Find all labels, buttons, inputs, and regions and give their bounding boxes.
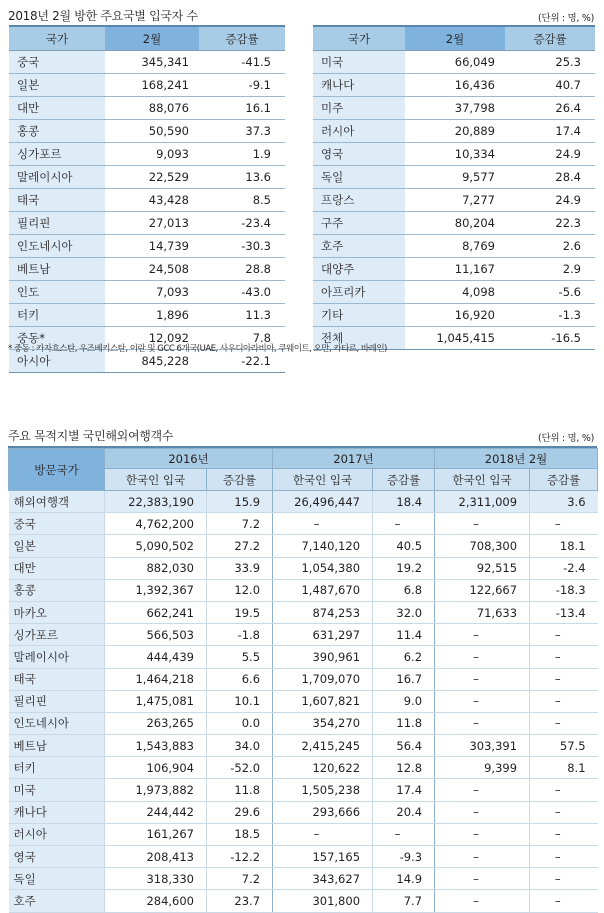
- arrivals-cell: 7,277: [405, 189, 505, 212]
- country-cell: 러시아: [9, 823, 105, 845]
- table-row: [9, 235, 285, 258]
- table-row: [9, 189, 285, 212]
- rate-cell: 24.9: [505, 189, 595, 212]
- rate-2016-cell: -52.0: [207, 757, 273, 779]
- visitors-2018-cell: –: [435, 690, 530, 712]
- section1-title: 2018년 2월 방한 주요국별 입국자 수: [8, 9, 198, 23]
- rate-cell: -23.4: [199, 212, 285, 235]
- country-cell: 중국: [9, 513, 105, 535]
- arrivals-cell: 12,092: [105, 327, 199, 350]
- visitors-2017-cell: 1,607,821: [273, 690, 373, 712]
- table-row: [9, 557, 598, 579]
- country-cell: 홍콩: [9, 120, 105, 143]
- country-cell: 필리핀: [9, 690, 105, 712]
- arrivals-cell: 16,920: [405, 304, 505, 327]
- rate-2018-cell: –: [530, 646, 598, 668]
- rate-2017-cell: 18.4: [373, 491, 435, 513]
- arrivals-cell: 11,167: [405, 258, 505, 281]
- rate-2018-cell: –: [530, 779, 598, 801]
- table-row: [9, 535, 598, 557]
- visitors-2017-cell: 354,270: [273, 712, 373, 734]
- country-cell: 일본: [9, 74, 105, 97]
- arrivals-cell: 24,508: [105, 258, 199, 281]
- rate-2018-cell: 18.1: [530, 535, 598, 557]
- table-row: [313, 235, 595, 258]
- visitors-2017-cell: 1,487,670: [273, 579, 373, 601]
- arrivals-cell: 9,093: [105, 143, 199, 166]
- rate-cell: -16.5: [505, 327, 595, 350]
- country-cell: 중동*: [9, 327, 105, 350]
- header-year-2018-feb: 2018년 2월: [435, 449, 598, 469]
- table-row: [9, 258, 285, 281]
- visitors-2017-cell: 874,253: [273, 601, 373, 623]
- arrivals-cell: 4,098: [405, 281, 505, 304]
- header-month: 2월: [405, 27, 505, 51]
- visitors-2017-cell: 1,505,238: [273, 779, 373, 801]
- country-cell: 영국: [9, 846, 105, 868]
- country-cell: 기타: [313, 304, 405, 327]
- arrivals-cell: 50,590: [105, 120, 199, 143]
- rate-2018-cell: –: [530, 690, 598, 712]
- visitors-2016-cell: 161,267: [105, 823, 207, 845]
- rate-2017-cell: 19.2: [373, 557, 435, 579]
- rate-2018-cell: -13.4: [530, 601, 598, 623]
- rate-2016-cell: -1.8: [207, 624, 273, 646]
- rate-cell: 8.5: [199, 189, 285, 212]
- visitors-2016-cell: 1,464,218: [105, 668, 207, 690]
- country-cell: 미주: [313, 97, 405, 120]
- table-row: [9, 212, 285, 235]
- visitors-2017-cell: 390,961: [273, 646, 373, 668]
- header-visit-country: 방문국가: [9, 449, 105, 491]
- arrivals-cell: 43,428: [105, 189, 199, 212]
- visitors-2018-cell: 303,391: [435, 735, 530, 757]
- arrivals-right-header-row: [313, 27, 595, 51]
- country-cell: 말레이시아: [9, 646, 105, 668]
- rate-2018-cell: –: [530, 513, 598, 535]
- visitors-2017-cell: –: [273, 823, 373, 845]
- visitors-2018-cell: 71,633: [435, 601, 530, 623]
- rate-2016-cell: 12.0: [207, 579, 273, 601]
- rate-2016-cell: 0.0: [207, 712, 273, 734]
- visitors-2018-cell: –: [435, 868, 530, 890]
- header-rate: 증감률: [530, 469, 598, 491]
- visitors-2017-cell: 26,496,447: [273, 491, 373, 513]
- country-cell: 아프리카: [313, 281, 405, 304]
- rate-cell: -9.1: [199, 74, 285, 97]
- rate-cell: 25.3: [505, 51, 595, 74]
- country-cell: 싱가포르: [9, 143, 105, 166]
- visitors-2016-cell: 244,442: [105, 801, 207, 823]
- header-visitors: 한국인 입국: [435, 469, 530, 491]
- visitors-2018-cell: –: [435, 801, 530, 823]
- country-cell: 호주: [313, 235, 405, 258]
- table-row: [313, 166, 595, 189]
- rate-2016-cell: 34.0: [207, 735, 273, 757]
- rate-cell: 13.6: [199, 166, 285, 189]
- visitors-2017-cell: 1,054,380: [273, 557, 373, 579]
- rate-2016-cell: 11.8: [207, 779, 273, 801]
- section1-footnote: * 중동 : 카자흐스탄, 우즈베키스탄, 이란 및 GCC 6개국(UAE, 사우디아라비아, 쿠웨이트, 오만, 카타르, 바레인): [8, 344, 387, 354]
- arrivals-cell: 345,341: [105, 51, 199, 74]
- country-cell: 캐나다: [9, 801, 105, 823]
- arrivals-table-right: [313, 27, 595, 350]
- visitors-2018-cell: 122,667: [435, 579, 530, 601]
- rate-2018-cell: –: [530, 624, 598, 646]
- rate-cell: 26.4: [505, 97, 595, 120]
- table-row: [9, 166, 285, 189]
- table-row: [9, 143, 285, 166]
- section1-unit: (단위 : 명, %): [538, 13, 594, 24]
- country-cell: 독일: [313, 166, 405, 189]
- table-row: [9, 97, 285, 120]
- arrivals-cell: 80,204: [405, 212, 505, 235]
- table-row: [313, 304, 595, 327]
- table-row: [9, 668, 598, 690]
- table-row: [313, 97, 595, 120]
- arrivals-left-header-row: [9, 27, 285, 51]
- visitors-2018-cell: –: [435, 513, 530, 535]
- arrivals-cell: 8,769: [405, 235, 505, 258]
- arrivals-cell: 168,241: [105, 74, 199, 97]
- visitors-2018-cell: –: [435, 890, 530, 912]
- country-cell: 호주: [9, 890, 105, 912]
- visitors-2017-cell: 343,627: [273, 868, 373, 890]
- arrivals-cell: 20,889: [405, 120, 505, 143]
- country-cell: 태국: [9, 668, 105, 690]
- table-row: [9, 801, 598, 823]
- table-row: [9, 890, 598, 912]
- rate-2017-cell: 11.8: [373, 712, 435, 734]
- visitors-2018-cell: –: [435, 846, 530, 868]
- visitors-2017-cell: 301,800: [273, 890, 373, 912]
- visitors-2016-cell: 566,503: [105, 624, 207, 646]
- rate-2018-cell: –: [530, 712, 598, 734]
- visitors-2017-cell: 1,709,070: [273, 668, 373, 690]
- table-row: [313, 281, 595, 304]
- table-row: [9, 579, 598, 601]
- rate-cell: -30.3: [199, 235, 285, 258]
- visitors-2017-cell: 7,140,120: [273, 535, 373, 557]
- rate-2017-cell: 14.9: [373, 868, 435, 890]
- rate-cell: 17.4: [505, 120, 595, 143]
- table-row: [313, 143, 595, 166]
- rate-2017-cell: -9.3: [373, 846, 435, 868]
- country-cell: 러시아: [313, 120, 405, 143]
- table-row: [9, 51, 285, 74]
- country-cell: 전체: [313, 327, 405, 350]
- rate-cell: -43.0: [199, 281, 285, 304]
- header-year-2016: 2016년: [105, 449, 273, 469]
- table-row: [9, 513, 598, 535]
- visitors-2016-cell: 1,973,882: [105, 779, 207, 801]
- arrivals-cell: 9,577: [405, 166, 505, 189]
- table-row: [9, 757, 598, 779]
- rate-2016-cell: 19.5: [207, 601, 273, 623]
- country-cell: 미국: [9, 779, 105, 801]
- rate-cell: 22.3: [505, 212, 595, 235]
- header-rate: 증감률: [373, 469, 435, 491]
- table-row: [9, 846, 598, 868]
- arrivals-cell: 27,013: [105, 212, 199, 235]
- country-cell: 해외여행객: [9, 491, 105, 513]
- rate-2017-cell: 6.8: [373, 579, 435, 601]
- visitors-2018-cell: 9,399: [435, 757, 530, 779]
- rate-cell: 24.9: [505, 143, 595, 166]
- rate-cell: 2.6: [505, 235, 595, 258]
- visitors-2016-cell: 284,600: [105, 890, 207, 912]
- arrivals-cell: 16,436: [405, 74, 505, 97]
- table-row: [313, 120, 595, 143]
- visitors-2016-cell: 5,090,502: [105, 535, 207, 557]
- section2-unit: (단위 : 명, %): [538, 433, 594, 444]
- rate-2017-cell: 11.4: [373, 624, 435, 646]
- visitors-2017-cell: –: [273, 513, 373, 535]
- visitors-2017-cell: 120,622: [273, 757, 373, 779]
- rate-2018-cell: –: [530, 846, 598, 868]
- country-cell: 베트남: [9, 258, 105, 281]
- country-cell: 프랑스: [313, 189, 405, 212]
- rate-cell: 28.4: [505, 166, 595, 189]
- table-row: [9, 690, 598, 712]
- visitors-2018-cell: –: [435, 646, 530, 668]
- outbound-year-row: [9, 449, 598, 469]
- visitors-2017-cell: 631,297: [273, 624, 373, 646]
- rate-cell: 11.3: [199, 304, 285, 327]
- visitors-2018-cell: 2,311,009: [435, 491, 530, 513]
- rate-2018-cell: –: [530, 890, 598, 912]
- rate-cell: -22.1: [199, 350, 285, 373]
- visitors-2018-cell: –: [435, 624, 530, 646]
- visitors-2017-cell: 293,666: [273, 801, 373, 823]
- rate-2018-cell: 57.5: [530, 735, 598, 757]
- country-cell: 베트남: [9, 735, 105, 757]
- country-cell: 싱가포르: [9, 624, 105, 646]
- rate-2018-cell: –: [530, 868, 598, 890]
- rate-2016-cell: 15.9: [207, 491, 273, 513]
- rate-2017-cell: 56.4: [373, 735, 435, 757]
- country-cell: 대만: [9, 557, 105, 579]
- rate-cell: -41.5: [199, 51, 285, 74]
- rate-2017-cell: 40.5: [373, 535, 435, 557]
- visitors-2016-cell: 662,241: [105, 601, 207, 623]
- visitors-2018-cell: –: [435, 823, 530, 845]
- header-rate: 증감률: [505, 27, 595, 51]
- header-visitors: 한국인 입국: [273, 469, 373, 491]
- rate-2018-cell: –: [530, 823, 598, 845]
- outbound-table: [8, 448, 598, 913]
- arrivals-cell: 1,045,415: [405, 327, 505, 350]
- rate-2016-cell: -12.2: [207, 846, 273, 868]
- rate-2017-cell: –: [373, 823, 435, 845]
- country-cell: 마카오: [9, 601, 105, 623]
- country-cell: 인도네시아: [9, 235, 105, 258]
- rate-2018-cell: 8.1: [530, 757, 598, 779]
- arrivals-cell: 10,334: [405, 143, 505, 166]
- table-row: [9, 712, 598, 734]
- visitors-2016-cell: 318,330: [105, 868, 207, 890]
- rate-2016-cell: 7.2: [207, 513, 273, 535]
- country-cell: 태국: [9, 189, 105, 212]
- country-cell: 아시아: [9, 350, 105, 373]
- rate-cell: 1.9: [199, 143, 285, 166]
- visitors-2018-cell: –: [435, 712, 530, 734]
- arrivals-cell: 88,076: [105, 97, 199, 120]
- table-row: [313, 258, 595, 281]
- header-rate: 증감률: [199, 27, 285, 51]
- header-month: 2월: [105, 27, 199, 51]
- rate-cell: 28.8: [199, 258, 285, 281]
- visitors-2016-cell: 22,383,190: [105, 491, 207, 513]
- rate-2017-cell: 17.4: [373, 779, 435, 801]
- visitors-2016-cell: 106,904: [105, 757, 207, 779]
- arrivals-cell: 845,228: [105, 350, 199, 373]
- table-row: [9, 491, 598, 513]
- table-row: [9, 601, 598, 623]
- rate-2018-cell: –: [530, 801, 598, 823]
- rate-2017-cell: 7.7: [373, 890, 435, 912]
- arrivals-cell: 7,093: [105, 281, 199, 304]
- table-row: [9, 304, 285, 327]
- arrivals-table-left: [9, 27, 285, 373]
- rate-2017-cell: 12.8: [373, 757, 435, 779]
- country-cell: 인도: [9, 281, 105, 304]
- table-row: [9, 646, 598, 668]
- table-row: [9, 120, 285, 143]
- table-row: [9, 735, 598, 757]
- table-row: [9, 779, 598, 801]
- arrivals-cell: 14,739: [105, 235, 199, 258]
- table-row: [9, 868, 598, 890]
- visitors-2017-cell: 2,415,245: [273, 735, 373, 757]
- country-cell: 미국: [313, 51, 405, 74]
- country-cell: 중국: [9, 51, 105, 74]
- table-row: [313, 74, 595, 97]
- rate-2016-cell: 6.6: [207, 668, 273, 690]
- country-cell: 홍콩: [9, 579, 105, 601]
- table-row: [9, 823, 598, 845]
- arrivals-cell: 1,896: [105, 304, 199, 327]
- country-cell: 일본: [9, 535, 105, 557]
- rate-cell: 37.3: [199, 120, 285, 143]
- rate-cell: -5.6: [505, 281, 595, 304]
- visitors-2018-cell: 708,300: [435, 535, 530, 557]
- table-row: [9, 74, 285, 97]
- rate-2017-cell: 20.4: [373, 801, 435, 823]
- country-cell: 구주: [313, 212, 405, 235]
- rate-cell: 40.7: [505, 74, 595, 97]
- rate-2017-cell: 16.7: [373, 668, 435, 690]
- rate-2016-cell: 7.2: [207, 868, 273, 890]
- rate-2018-cell: 3.6: [530, 491, 598, 513]
- visitors-2016-cell: 1,543,883: [105, 735, 207, 757]
- arrivals-cell: 22,529: [105, 166, 199, 189]
- country-cell: 캐나다: [313, 74, 405, 97]
- visitors-2016-cell: 444,439: [105, 646, 207, 668]
- rate-cell: 2.9: [505, 258, 595, 281]
- rate-2016-cell: 33.9: [207, 557, 273, 579]
- rate-2016-cell: 10.1: [207, 690, 273, 712]
- rate-2017-cell: 32.0: [373, 601, 435, 623]
- visitors-2016-cell: 882,030: [105, 557, 207, 579]
- visitors-2018-cell: –: [435, 779, 530, 801]
- rate-cell: -1.3: [505, 304, 595, 327]
- visitors-2016-cell: 4,762,200: [105, 513, 207, 535]
- rate-2017-cell: –: [373, 513, 435, 535]
- country-cell: 영국: [313, 143, 405, 166]
- country-cell: 필리핀: [9, 212, 105, 235]
- header-country: 국가: [9, 27, 105, 51]
- visitors-2018-cell: 92,515: [435, 557, 530, 579]
- rate-2018-cell: –: [530, 668, 598, 690]
- country-cell: 터키: [9, 757, 105, 779]
- rate-2018-cell: -2.4: [530, 557, 598, 579]
- table-row: [9, 624, 598, 646]
- country-cell: 터키: [9, 304, 105, 327]
- visitors-2016-cell: 208,413: [105, 846, 207, 868]
- table-row: [9, 281, 285, 304]
- header-visitors: 한국인 입국: [105, 469, 207, 491]
- country-cell: 대만: [9, 97, 105, 120]
- country-cell: 대양주: [313, 258, 405, 281]
- rate-2016-cell: 23.7: [207, 890, 273, 912]
- rate-cell: 16.1: [199, 97, 285, 120]
- rate-2016-cell: 27.2: [207, 535, 273, 557]
- rate-2017-cell: 9.0: [373, 690, 435, 712]
- table-row: [313, 212, 595, 235]
- visitors-2017-cell: 157,165: [273, 846, 373, 868]
- header-year-2017: 2017년: [273, 449, 435, 469]
- country-cell: 말레이시아: [9, 166, 105, 189]
- country-cell: 독일: [9, 868, 105, 890]
- rate-cell: 7.8: [199, 327, 285, 350]
- visitors-2016-cell: 1,392,367: [105, 579, 207, 601]
- rate-2016-cell: 5.5: [207, 646, 273, 668]
- table-row: [313, 189, 595, 212]
- visitors-2016-cell: 1,475,081: [105, 690, 207, 712]
- arrivals-cell: 37,798: [405, 97, 505, 120]
- rate-2016-cell: 18.5: [207, 823, 273, 845]
- header-country: 국가: [313, 27, 405, 51]
- table-row: [313, 51, 595, 74]
- rate-2017-cell: 6.2: [373, 646, 435, 668]
- rate-2018-cell: -18.3: [530, 579, 598, 601]
- arrivals-cell: 66,049: [405, 51, 505, 74]
- country-cell: 인도네시아: [9, 712, 105, 734]
- header-rate: 증감률: [207, 469, 273, 491]
- section2-title: 주요 목적지별 국민해외여행객수: [8, 429, 174, 443]
- visitors-2018-cell: –: [435, 668, 530, 690]
- visitors-2016-cell: 263,265: [105, 712, 207, 734]
- rate-2016-cell: 29.6: [207, 801, 273, 823]
